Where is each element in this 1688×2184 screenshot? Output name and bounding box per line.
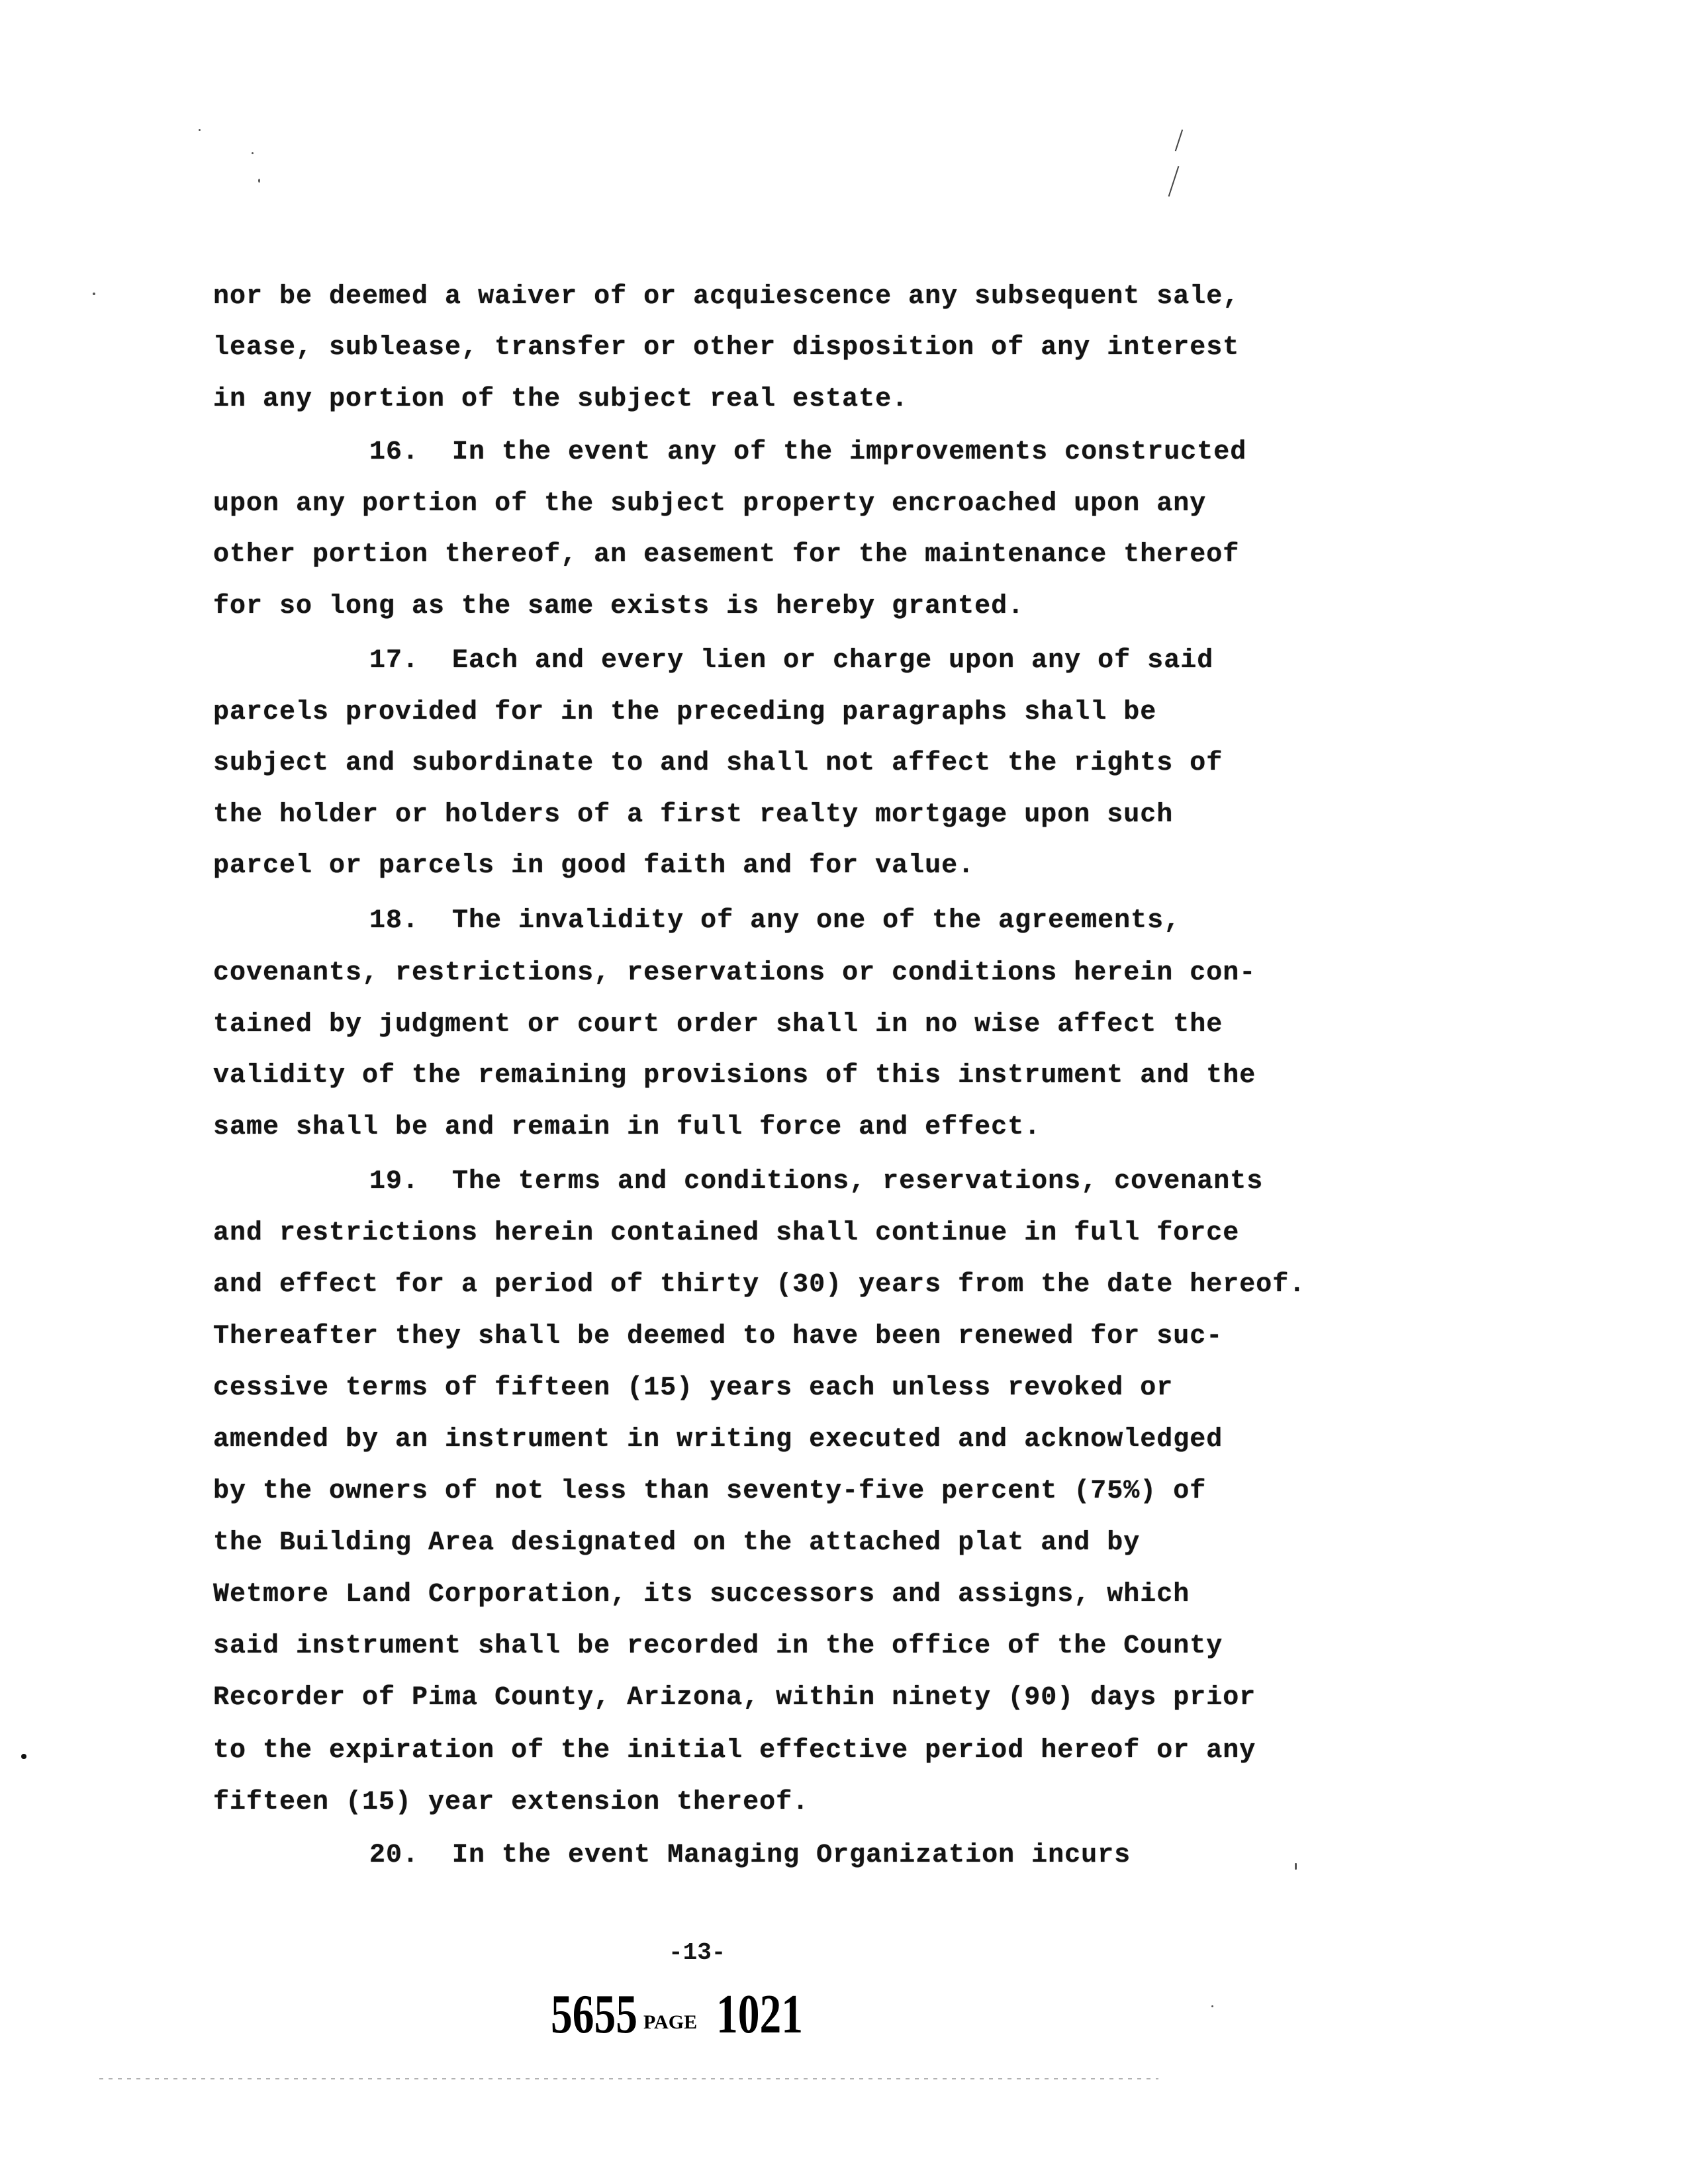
text-line: 19. The terms and conditions, reservations, covenants: [369, 1167, 1264, 1197]
text-line: 16. In the event any of the improvements constructed: [369, 437, 1247, 467]
page-record: 1021: [716, 1983, 804, 2045]
text-line: by the owners of not less than seventy-five percent (75%) of: [213, 1477, 1207, 1506]
text-line: covenants, restrictions, reservations or conditions herein con-: [213, 958, 1256, 988]
text-line: lease, sublease, transfer or other disposition of any interest: [213, 333, 1240, 363]
text-line: amended by an instrument in writing executed and acknowledged: [213, 1425, 1223, 1455]
text-line: parcels provided for in the preceding paragraphs shall be: [213, 698, 1157, 727]
scan-speck: [199, 129, 201, 131]
text-line: the holder or holders of a first realty mortgage upon such: [213, 800, 1174, 830]
text-line: other portion thereof, an easement for the maintenance thereof: [213, 540, 1240, 570]
text-line: the Building Area designated on the attached plat and by: [213, 1528, 1141, 1558]
text-line: said instrument shall be recorded in the office of the County: [213, 1631, 1223, 1661]
text-line: tained by judgment or court order shall in no wise affect the: [213, 1010, 1223, 1040]
text-line: cessive terms of fifteen (15) years each unless revoked or: [213, 1373, 1174, 1403]
text-line: to the expiration of the initial effective period hereof or any: [213, 1736, 1256, 1766]
text-line: subject and subordinate to and shall not affect the rights of: [213, 749, 1223, 778]
text-line: and restrictions herein contained shall continue in full force: [213, 1218, 1240, 1248]
scan-speck: [258, 179, 260, 183]
scan-speck: [93, 293, 95, 295]
scan-speck: [1211, 2005, 1213, 2007]
text-line: same shall be and remain in full force and effect.: [213, 1113, 1041, 1142]
scan-mark: [1175, 130, 1183, 152]
text-line: for so long as the same exists is hereby granted.: [213, 592, 1025, 621]
text-line: 20. In the event Managing Organization incurs: [369, 1841, 1131, 1870]
page-number: -13-: [669, 1939, 726, 1966]
text-line: parcel or parcels in good faith and for value.: [213, 851, 975, 881]
book-number: 5655: [551, 1983, 638, 2045]
text-line: validity of the remaining provisions of this instrument and the: [213, 1061, 1256, 1091]
scan-mark: [1168, 166, 1180, 197]
page-word: PAGE: [643, 2011, 698, 2033]
text-line: Recorder of Pima County, Arizona, within ninety (90) days prior: [213, 1683, 1256, 1713]
text-line: nor be deemed a waiver of or acquiescence any subsequent sale,: [213, 282, 1240, 312]
text-line: Wetmore Land Corporation, its successors and assigns, which: [213, 1580, 1190, 1610]
scan-speck: [252, 152, 254, 154]
text-line: and effect for a period of thirty (30) years from the date hereof.: [213, 1270, 1306, 1300]
text-line: 17. Each and every lien or charge upon any of said: [369, 646, 1214, 676]
book-page-stamp: [551, 1982, 827, 2046]
text-line: in any portion of the subject real estate.: [213, 385, 909, 414]
text-line: upon any portion of the subject property encroached upon any: [213, 489, 1207, 519]
text-line: fifteen (15) year extension thereof.: [213, 1788, 810, 1817]
text-line: 18. The invalidity of any one of the agreements,: [369, 906, 1181, 936]
scan-speck: [21, 1754, 26, 1759]
scan-edge: [99, 2078, 1158, 2079]
scan-speck: [1295, 1863, 1297, 1870]
text-line: Thereafter they shall be deemed to have been renewed for suc-: [213, 1322, 1223, 1351]
